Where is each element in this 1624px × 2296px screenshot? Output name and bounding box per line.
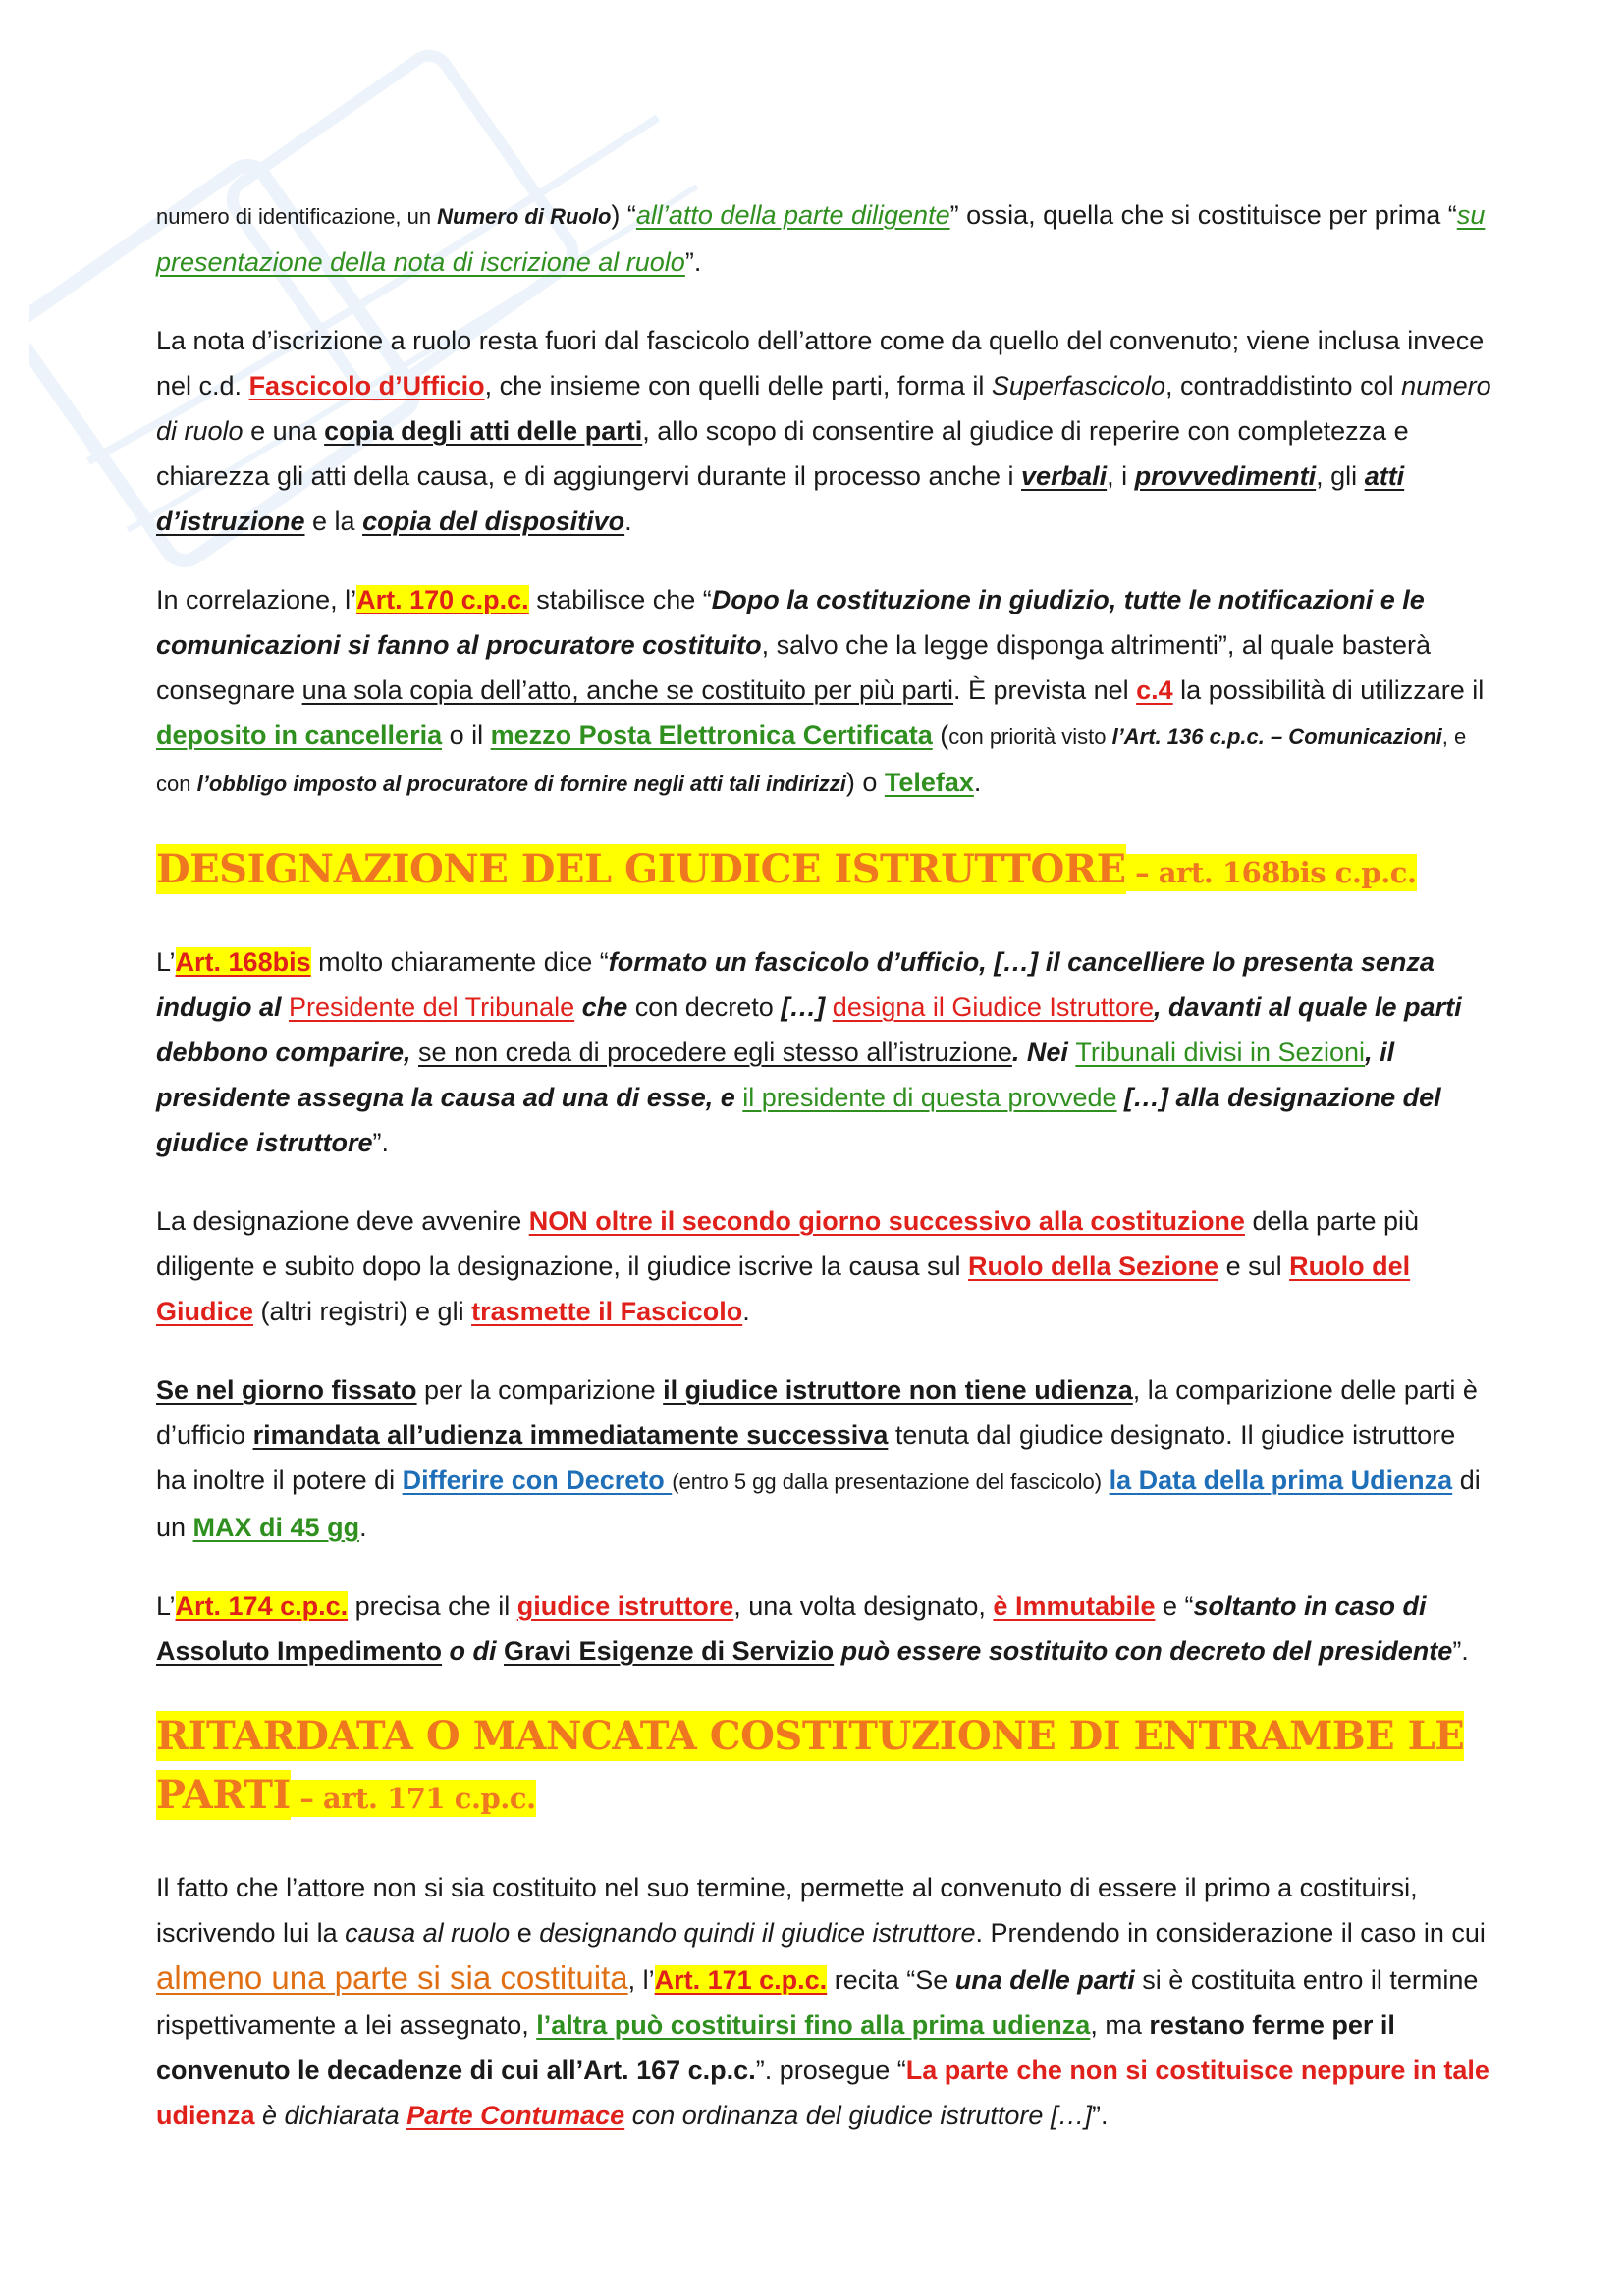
text-run: Art. 170 c.p.c. [356, 585, 529, 614]
text-run: e [510, 1918, 540, 1948]
text-run: rimandata all’udienza immediatamente successiva [252, 1420, 889, 1450]
text-run: . [742, 1297, 750, 1326]
text-run: c.4 [1136, 675, 1173, 705]
text-run: Numero di Ruolo [437, 204, 612, 229]
text-run: molto chiaramente dice “ [310, 947, 609, 977]
text-run: NON oltre il secondo giorno successivo alla costituzione [528, 1206, 1245, 1236]
text-run: , una volta designato, [733, 1591, 994, 1621]
section-heading-designazione [156, 840, 1491, 902]
text-run: con ordinanza del giudice istruttore […] [624, 2101, 1092, 2130]
heading-main: DESIGNAZIONE DEL GIUDICE ISTRUTTORE [156, 846, 1126, 892]
paragraph-4 [156, 939, 1491, 1165]
paragraph-6 [156, 1367, 1491, 1550]
text-run: ( [932, 721, 949, 750]
text-run: ”. [1091, 2101, 1109, 2130]
text-run: l’obbligo imposto al procuratore di fornire negli atti tali indirizzi [196, 772, 846, 796]
text-run: o di [442, 1636, 505, 1666]
text-run: precisa che il [348, 1591, 517, 1621]
text-run: il giudice istruttore non tiene udienza [663, 1375, 1133, 1405]
text-run: e “ [1155, 1591, 1194, 1621]
text-run: è dichiarata [254, 2101, 407, 2130]
text-run: ) “ [611, 200, 636, 230]
text-run: MAX di 45 gg [192, 1513, 360, 1542]
text-run: ” ossia, quella che si costituisce per prima “ [949, 200, 1457, 230]
text-run: ”. [372, 1128, 390, 1157]
text-run: numero di identificazione, un [156, 204, 438, 229]
text-run: stabilisce che “ [528, 585, 712, 614]
heading-sub: – art. 168bis c.p.c. [1125, 856, 1417, 889]
text-run: formato un fascicolo d’ufficio, […] il cancelliere lo presenta senza indugio al [156, 947, 1435, 1022]
text-run: se non creda di procedere egli stesso all’istruzione [418, 1038, 1012, 1067]
text-run: . [973, 768, 982, 797]
text-run: restano ferme per il convenuto le decadenze di cui all’Art. 167 c.p.c. [156, 2010, 1395, 2085]
text-run: , e con [156, 724, 1467, 796]
text-run: Presidente del Tribunale [289, 992, 575, 1022]
paragraph-3 [156, 577, 1491, 807]
text-run: Differire con Decreto [402, 1466, 673, 1495]
paragraph-1 [156, 192, 1491, 285]
text-run: Tribunali divisi in Sezioni [1075, 1038, 1366, 1067]
text-run: con decreto [634, 992, 782, 1022]
text-run: si è costituita entro il termine rispettivamente a lei assegnato, [156, 1965, 1479, 2040]
text-run: almeno una parte si sia costituita [156, 1959, 628, 1996]
text-run: la possibilità di utilizzare il [1172, 675, 1485, 705]
text-run: Gravi Esigenze di Servizio [504, 1636, 835, 1666]
text-run: , i [1107, 461, 1135, 491]
text-run: Art. 171 c.p.c. [654, 1965, 828, 1995]
text-run: è Immutabile [993, 1591, 1156, 1621]
text-run: della parte più diligente e subito dopo la designazione, il giudice iscrive la causa sul [156, 1206, 1420, 1281]
text-run: (altri registri) e gli [253, 1297, 472, 1326]
text-run: provvedimenti [1134, 461, 1317, 491]
text-run: designa il Giudice Istruttore [832, 992, 1154, 1022]
text-run: può essere sostituito con decreto del presidente [834, 1636, 1453, 1666]
text-run: In correlazione, l’ [156, 585, 357, 614]
text-run: , allo scopo di consentire al giudice di reperire con completezza e chiarezza gli atti della causa, e di aggiungervi durante il processo anche i [156, 416, 1409, 491]
text-run: Se nel giorno fissato [156, 1375, 417, 1405]
text-run: verbali [1021, 461, 1108, 491]
text-run: e sul [1218, 1252, 1290, 1281]
text-run: una sola copia dell’atto, anche se costituito per più parti [301, 675, 954, 705]
text-run: o il [442, 721, 491, 750]
text-run: , salvo che la legge disponga altrimenti”, al quale basterà consegnare [156, 630, 1431, 705]
text-run: che [574, 992, 635, 1022]
text-run: L’ [156, 947, 176, 977]
text-run: giudice istruttore [516, 1591, 734, 1621]
text-run: numero di ruolo [156, 371, 1491, 446]
text-run: , ma [1090, 2010, 1150, 2040]
text-run: la Data della prima Udienza [1109, 1466, 1453, 1495]
paragraph-8 [156, 1865, 1491, 2138]
text-run: deposito in cancelleria [156, 721, 443, 750]
text-run: Il fatto che l’attore non si sia costituito nel suo termine, permette al convenuto di essere il primo a costituirsi, iscrivendo lui la [156, 1873, 1418, 1948]
section-heading-ritardata [156, 1707, 1491, 1828]
text-run: una delle parti [954, 1965, 1135, 1995]
text-run: , la comparizione delle parti è d’ufficio [156, 1375, 1478, 1450]
text-run: Telefax [884, 768, 974, 797]
text-run: L’ [156, 1591, 176, 1621]
text-run: copia del dispositivo [362, 507, 625, 536]
text-run: . [624, 507, 632, 536]
text-run: con priorità visto [948, 724, 1112, 749]
text-run: , l’ [627, 1965, 655, 1995]
text-run: (entro 5 gg dalla presentazione del fascicolo) [672, 1469, 1103, 1494]
text-run: Dopo la costituzione in giudizio, tutte le notificazioni e le comunicazioni si fanno al procuratore costituito [156, 585, 1425, 660]
text-run: all’atto della parte diligente [635, 200, 950, 230]
text-run: e una [243, 416, 325, 446]
paragraph-5 [156, 1199, 1491, 1334]
text-run: , gli [1316, 461, 1365, 491]
text-run: causa al ruolo [345, 1918, 511, 1948]
text-run: e la [304, 507, 363, 536]
text-run: il presidente di questa provvede [742, 1083, 1117, 1112]
text-run: […] alla designazione del giudice istruttore [156, 1083, 1441, 1157]
heading-main-2: PARTI [156, 1772, 291, 1818]
text-run: tenuta dal giudice designato. Il giudice istruttore ha inoltre il potere di [156, 1420, 1456, 1495]
text-run: La nota d’iscrizione a ruolo resta fuori dal fascicolo dell’attore come da quello del convenuto; viene inclusa invece nel c.d. [156, 326, 1485, 400]
text-run: . Nei [1011, 1038, 1076, 1067]
text-run: per la comparizione [416, 1375, 664, 1405]
text-run: Ruolo della Sezione [968, 1252, 1219, 1281]
text-run: . [359, 1513, 367, 1542]
text-run: su presentazione della nota di iscrizione al ruolo [156, 200, 1486, 277]
text-run: mezzo Posta Elettronica Certificata [490, 721, 933, 750]
text-run: recita “Se [827, 1965, 955, 1995]
text-run: ”. [1452, 1636, 1469, 1666]
text-run: . Prendendo in considerazione il caso in cui [975, 1918, 1486, 1948]
text-run: Parte Contumace [406, 2101, 625, 2130]
text-run: , contraddistinto col [1164, 371, 1402, 400]
paragraph-7 [156, 1583, 1491, 1674]
document-body [156, 192, 1491, 2171]
text-run: atti d’istruzione [156, 461, 1405, 536]
text-run: Superfascicolo [991, 371, 1165, 400]
text-run: soltanto in caso di [1193, 1591, 1427, 1621]
text-run: . È prevista nel [953, 675, 1137, 705]
text-run: […] [781, 992, 833, 1022]
text-run: La parte che non si costituisce neppure in tale udienza [156, 2056, 1489, 2130]
text-run: , che insieme con quelli delle parti, forma il [484, 371, 992, 400]
text-run: ) o [845, 768, 885, 797]
text-run: Fascicolo d’Ufficio [248, 371, 485, 400]
heading-sub: – art. 171 c.p.c. [290, 1782, 536, 1815]
text-run: , davanti al quale le parti debbono comparire, [156, 992, 1462, 1067]
text-run: Ruolo del Giudice [156, 1252, 1411, 1326]
text-run: di un [156, 1466, 1481, 1542]
text-run: Assoluto Impedimento [156, 1636, 443, 1666]
text-run [1102, 1466, 1110, 1495]
text-run: Art. 174 c.p.c. [175, 1591, 349, 1621]
text-run: ”. [684, 247, 702, 277]
text-run: l’Art. 136 c.p.c. – Comunicazioni [1111, 724, 1442, 749]
text-run: ”. prosegue “ [755, 2056, 906, 2085]
text-run: trasmette il Fascicolo [471, 1297, 743, 1326]
text-run: La designazione deve avvenire [156, 1206, 529, 1236]
text-run: designando quindi il giudice istruttore [539, 1918, 976, 1948]
paragraph-2 [156, 318, 1491, 544]
text-run: copia degli atti delle parti [324, 416, 643, 446]
heading-main: RITARDATA O MANCATA COSTITUZIONE DI ENTRAMBE LE [156, 1713, 1465, 1759]
text-run: , il presidente assegna la causa ad una di esse, e [156, 1038, 1395, 1112]
text-run: l’altra può costituirsi fino alla prima udienza [536, 2010, 1091, 2040]
text-run: Art. 168bis [175, 947, 311, 977]
